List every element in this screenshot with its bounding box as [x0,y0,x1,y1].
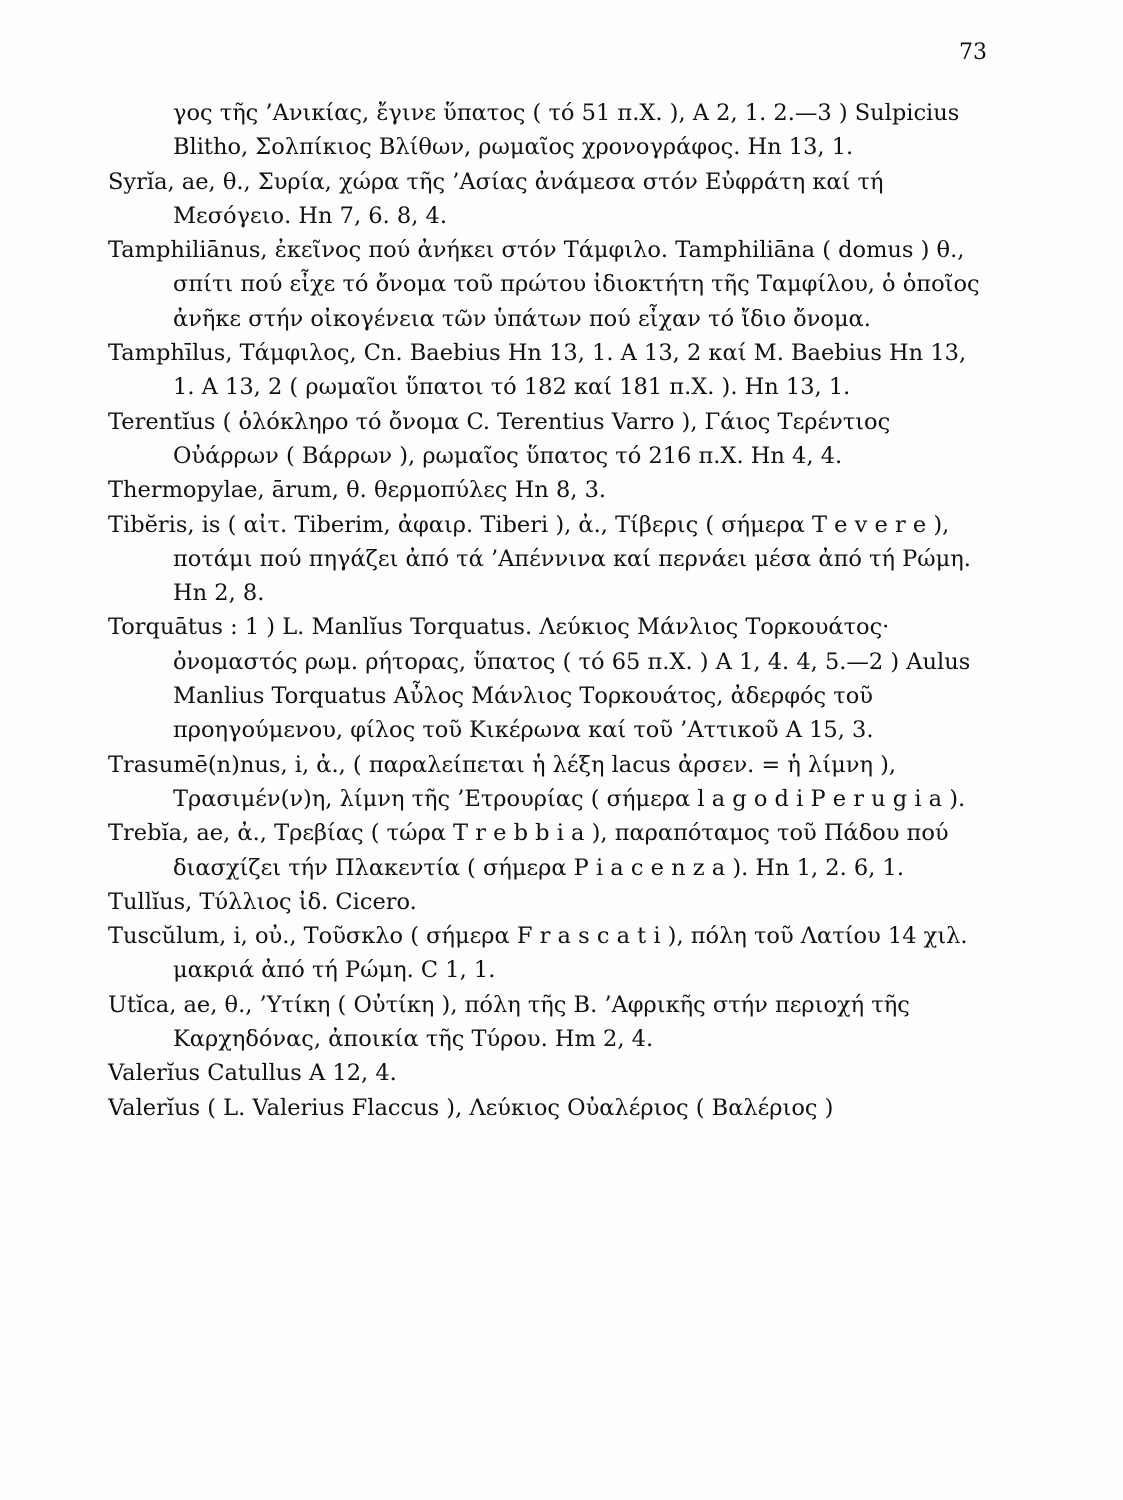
entry-trasumennus: Trasumē(n)nus, i, ἀ., ( παραλείπεται ἡ λέξη lacus ἀρσεν. = ἡ λίμνη ), Τρασιμέν(ν)η, λίμνη τῆς ’Ετρουρίας ( σήμερα l a g o d i P e r u g i a ). [108,751,966,812]
entry-tamphilus: Tamphīlus, Τάμφιλος, Cn. Baebius Hn 13, 1. A 13, 2 καί M. Baebius Hn 13, 1. A 13, 2 ( ρωμαῖοι ὕπατοι τό 182 καί 181 π.Χ. ). Hn 13, 1. [108,340,967,401]
entry-syria: Syrĭa, ae, θ., Συρία, χώρα τῆς ’Ασίας ἀνάμεσα στόν Εὐφράτη καί τή Μεσόγειο. Hn 7, 6. 8, 4. [108,168,884,229]
entry-torquatus: Torquātus : 1 ) L. Manlĭus Torquatus. Λεύκιος Μάνλιος Τορκουάτος· ὀνομαστός ρωμ. ρήτορας, ὕπατος ( τό 65 π.Χ. ) Α 1, 4. 4, 5.—2 ) Aulus Manlius Torquatus Αὖλος Μάνλιος Τορκουάτος, ἀδερφός τοῦ προηγούμενου, φίλος τοῦ Κικέρωνα καί τοῦ ’Αττικοῦ Α 15, 3. [108,614,971,744]
entry-tullius: Tullĭus, Τύλλιος ἰδ. Cicero. [108,888,417,915]
entry-valerius-flaccus: Valerĭus ( L. Valerius Flaccus ), Λεύκιος Οὐαλέριος ( Βαλέριος ) [108,1094,834,1121]
entry-list [108,96,988,1125]
entry-thermopylae: Thermopylae, ārum, θ. θερμοπύλες Hn 8, 3. [108,477,607,504]
entry-terentius: Terentĭus ( ὁλόκληρο τό ὄνομα C. Terentius Varro ), Γάιος Τερέντιος Οὐάρρων ( Βάρρων ), ρωμαῖος ὕπατος τό 216 π.Χ. Hn 4, 4. [108,408,891,469]
entry-tiberis: Tibĕris, is ( αἰτ. Tiberim, ἀφαιρ. Tiberi ), ἀ., Τίβερις ( σήμερα T e v e r e ), ποτάμι πού πηγάζει ἀπό τά ’Απέννινα καί περνάει μέσα ἀπό τή Ρώμη. Hn 2, 8. [108,511,971,607]
entry-valerius-catullus: Valerĭus Catullus Α 12, 4. [108,1060,397,1087]
entry-trebia: Trebĭa, ae, ἀ., Τρεβίας ( τώρα T r e b b i a ), παραπόταμος τοῦ Πάδου πού διασχίζει τήν Πλακεντία ( σήμερα P i a c e n z a ). Hn 1, 2. 6, 1. [108,820,949,881]
entry-tamphilianus: Tamphiliānus, ἐκεῖνος πού ἀνήκει στόν Τάμφιλο. Tamphiliāna ( domus ) θ., σπίτι πού εἶχε τό ὄνομα τοῦ πρώτου ἰδιοκτήτη τῆς Ταμφίλου, ὁ ὁποῖος ἀνῆκε στήν οἰκογένεια τῶν ὑπάτων πού εἶχαν τό ἴδιο ὄνομα. [108,237,980,332]
entry-continuation: γος τῆς ’Ανικίας, ἔγινε ὕπατος ( τό 51 π.Χ. ), Α 2, 1. 2.—3 ) Sulpicius Blitho, Σολπίκιος Βλίθων, ρωμαῖος χρονογράφος. Hn 13, 1. [173,100,960,161]
entry-tusculum: Tuscŭlum, i, οὐ., Τοῦσκλο ( σήμερα F r a s c a t i ), πόλη τοῦ Λατίου 14 χιλ. μακριά ἀπό τή Ρώμη. C 1, 1. [108,923,968,984]
page-number: 73 [959,40,987,65]
entry-utica: Utĭca, ae, θ., ’Υτίκη ( Οὐτίκη ), πόλη τῆς Β. ’Αφρικῆς στήν περιοχή τῆς Καρχηδόνας, ἀποικία τῆς Τύρου. Hm 2, 4. [108,991,910,1053]
